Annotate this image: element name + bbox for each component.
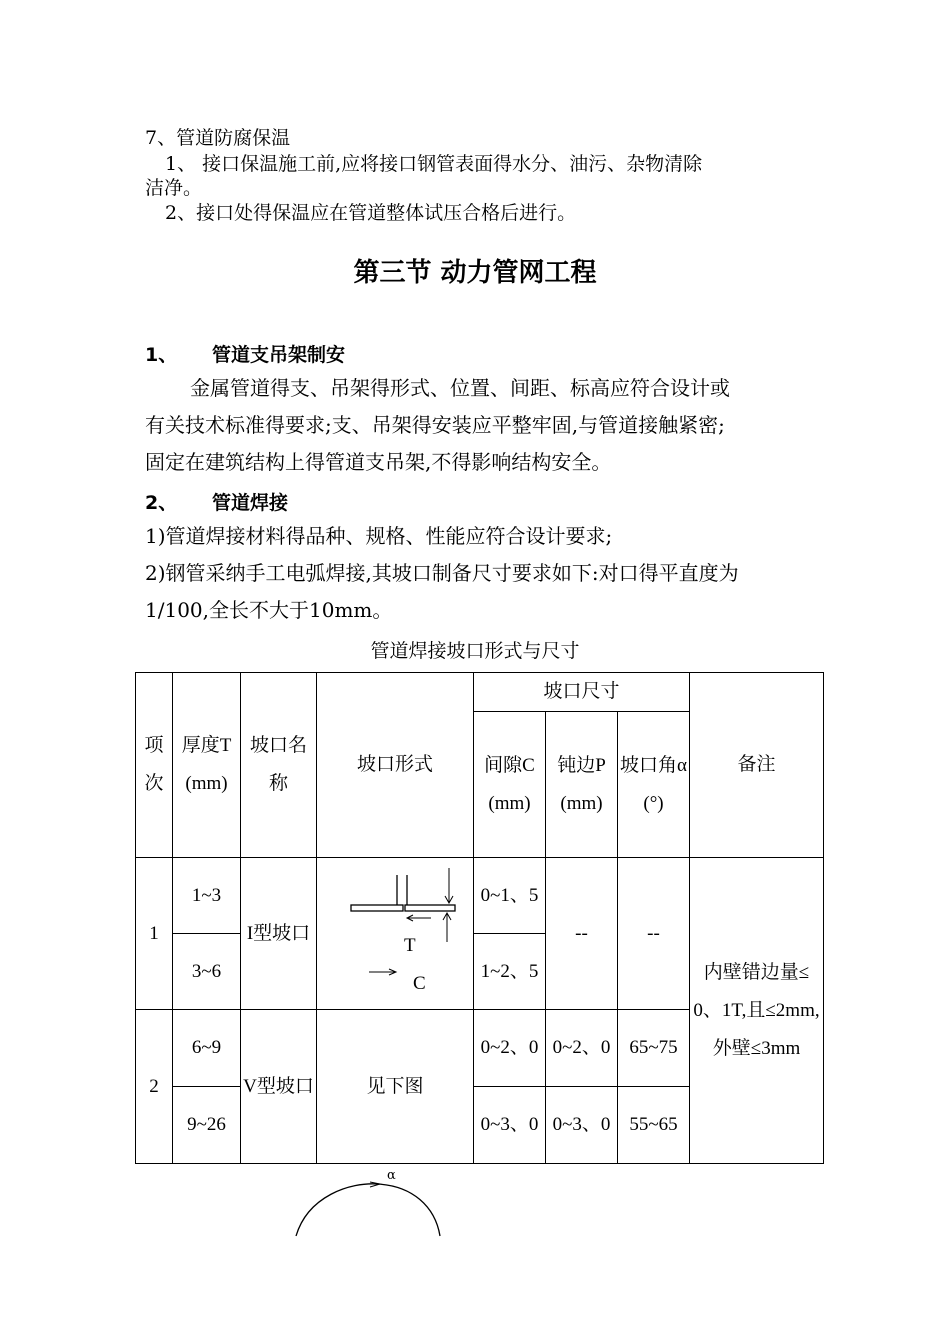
row1-gap-b: 1~2、5	[474, 934, 546, 1010]
row2-form: 见下图	[317, 1010, 474, 1164]
subsection-1-number: 1、	[145, 344, 178, 366]
row1-thickness-a: 1~3	[173, 858, 241, 934]
row1-form-figure	[317, 858, 474, 1010]
row2-thickness-b: 9~26	[173, 1087, 241, 1164]
note-cell: 内壁错边量≤0、1T,且≤2mm,外壁≤3mm	[690, 858, 824, 1164]
row2-thickness-a: 6~9	[173, 1010, 241, 1087]
paragraph-line: 有关技术标准得要求;支、吊架得安装应平整牢固,与管道接触紧密;	[145, 413, 725, 437]
header-thickness: 厚度T(mm)	[173, 673, 241, 858]
header-blunt: 钝边P(mm)	[546, 712, 618, 858]
header-gap: 间隙C(mm)	[474, 712, 546, 858]
row2-angle-a: 65~75	[618, 1010, 690, 1087]
item-1-line-2: 洁净。	[145, 177, 203, 199]
header-item: 项次	[136, 673, 173, 858]
table-caption: 管道焊接坡口形式与尺寸	[370, 640, 580, 662]
header-note: 备注	[690, 673, 824, 858]
i-groove-diagram	[319, 860, 472, 1008]
paragraph-line: 固定在建筑结构上得管道支吊架,不得影响结构安全。	[145, 450, 612, 474]
subsection-2-heading: 管道焊接	[212, 492, 289, 514]
header-size: 坡口尺寸	[474, 673, 690, 712]
row1-thickness-b: 3~6	[173, 934, 241, 1010]
figure-alpha-label: α	[387, 1168, 396, 1183]
row2-item: 2	[136, 1010, 173, 1164]
row2-name: V型坡口	[241, 1010, 317, 1164]
row2-blunt-a: 0~2、0	[546, 1010, 618, 1087]
figure-label-c: C	[413, 972, 426, 994]
paragraph-line: 1/100,全长不大于10mm。	[145, 598, 393, 622]
row1-blunt: --	[546, 858, 618, 1010]
groove-table	[135, 672, 824, 1164]
subsection-2-number: 2、	[145, 492, 178, 514]
section-heading-7: 7、管道防腐保温	[145, 127, 291, 149]
header-form: 坡口形式	[317, 673, 474, 858]
row1-name: I型坡口	[241, 858, 317, 1010]
paragraph-line: 2)钢管采纳手工电弧焊接,其坡口制备尺寸要求如下:对口得平直度为	[145, 561, 739, 585]
subsection-1-heading: 管道支吊架制安	[212, 344, 346, 366]
row2-blunt-b: 0~3、0	[546, 1087, 618, 1164]
item-1-line-1: 1、 接口保温施工前,应将接口钢管表面得水分、油污、杂物清除	[165, 153, 703, 175]
header-angle: 坡口角α(°)	[618, 712, 690, 858]
item-2: 2、接口处得保温应在管道整体试压合格后进行。	[165, 202, 577, 224]
v-groove-arc	[290, 1180, 450, 1240]
row2-gap-b: 0~3、0	[474, 1087, 546, 1164]
section-title: 第三节 动力管网工程	[353, 258, 597, 288]
row2-angle-b: 55~65	[618, 1087, 690, 1164]
header-name: 坡口名称	[241, 673, 317, 858]
row1-gap-a: 0~1、5	[474, 858, 546, 934]
figure-label-t: T	[404, 934, 416, 956]
paragraph-line: 1)管道焊接材料得品种、规格、性能应符合设计要求;	[145, 524, 613, 548]
row1-angle: --	[618, 858, 690, 1010]
row2-gap-a: 0~2、0	[474, 1010, 546, 1087]
row1-item: 1	[136, 858, 173, 1010]
paragraph-line: 金属管道得支、吊架得形式、位置、间距、标高应符合设计或	[190, 376, 730, 400]
